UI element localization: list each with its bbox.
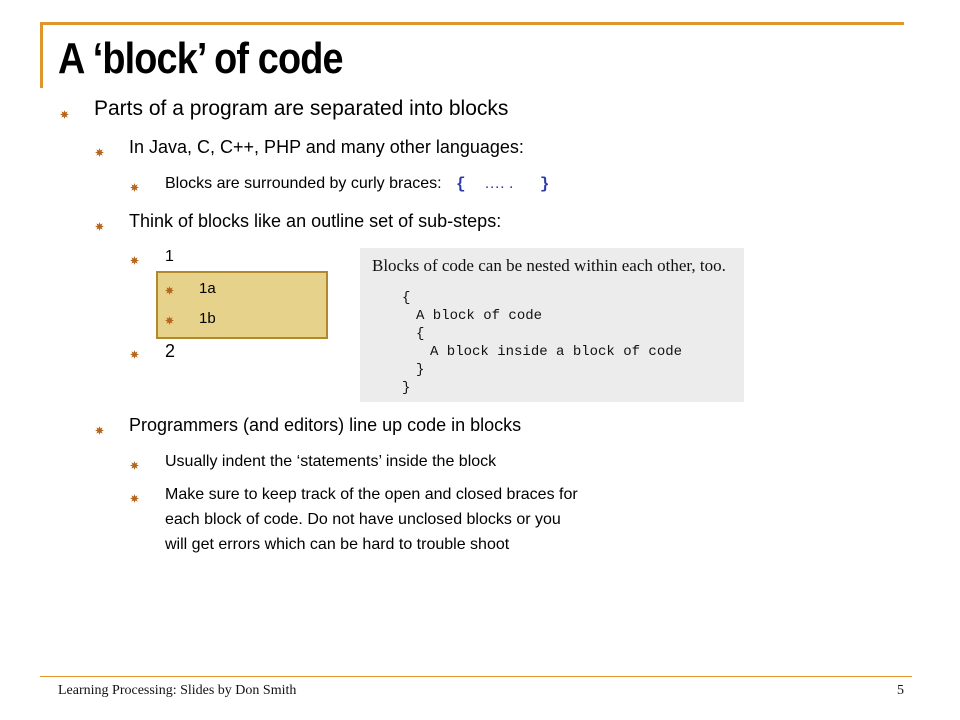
bullet-braces-line1: Make sure to keep track of the open and closed braces for bbox=[165, 486, 578, 503]
close-brace: } bbox=[539, 175, 550, 193]
starburst-bullet-icon bbox=[165, 316, 174, 325]
title-frame-top-rule bbox=[40, 22, 904, 25]
bullet-programmers-line-up: Programmers (and editors) line up code in blocks bbox=[129, 415, 522, 435]
starburst-bullet-icon bbox=[130, 183, 139, 192]
starburst-bullet-icon bbox=[95, 426, 104, 435]
outline-item-1: 1 bbox=[165, 248, 174, 265]
bullet-curly-braces bbox=[165, 175, 550, 193]
code-line: } bbox=[402, 380, 411, 396]
outline-item-1b: 1b bbox=[199, 310, 216, 327]
nested-code-example-image bbox=[360, 248, 744, 402]
brace-ellipsis: …. . bbox=[484, 175, 514, 192]
footer-credit: Learning Processing: Slides by Don Smith bbox=[58, 683, 297, 698]
outline-item-1a: 1a bbox=[199, 280, 216, 297]
code-line: A block inside a block of code bbox=[430, 344, 683, 360]
footer-rule bbox=[40, 676, 912, 677]
outline-substeps-highlight bbox=[156, 271, 328, 339]
code-line: A block of code bbox=[416, 308, 543, 324]
outline-item-2: 2 bbox=[165, 341, 176, 361]
bullet-outline: Think of blocks like an outline set of sub-steps: bbox=[129, 211, 502, 231]
bullet-braces-line2: each block of code. Do not have unclosed blocks or you bbox=[165, 511, 561, 528]
starburst-bullet-icon bbox=[95, 222, 104, 231]
code-line: } bbox=[416, 362, 425, 378]
bullet-indent-statements: Usually indent the ‘statements’ inside the block bbox=[165, 453, 497, 470]
open-brace: { bbox=[456, 175, 466, 193]
starburst-bullet-icon bbox=[60, 110, 69, 119]
starburst-bullet-icon bbox=[130, 461, 139, 470]
title-frame-left-rule bbox=[40, 22, 43, 88]
starburst-bullet-icon bbox=[130, 256, 139, 265]
code-line: { bbox=[402, 290, 411, 306]
slide-title: A ‘block’ of code bbox=[58, 34, 343, 83]
starburst-bullet-icon bbox=[165, 286, 174, 295]
code-line: { bbox=[416, 326, 425, 342]
page-number: 5 bbox=[897, 683, 904, 698]
bullet-languages: In Java, C, C++, PHP and many other languages: bbox=[129, 137, 524, 157]
bullet-parts-of-program: Parts of a program are separated into blocks bbox=[94, 97, 509, 120]
starburst-bullet-icon bbox=[95, 148, 104, 157]
bullet-braces-line3: will get errors which can be hard to trouble shoot bbox=[165, 536, 510, 553]
curly-braces-text: Blocks are surrounded by curly braces: bbox=[165, 175, 442, 192]
code-caption: Blocks of code can be nested within each other, too. bbox=[372, 256, 726, 275]
starburst-bullet-icon bbox=[130, 494, 139, 503]
starburst-bullet-icon bbox=[130, 350, 139, 359]
